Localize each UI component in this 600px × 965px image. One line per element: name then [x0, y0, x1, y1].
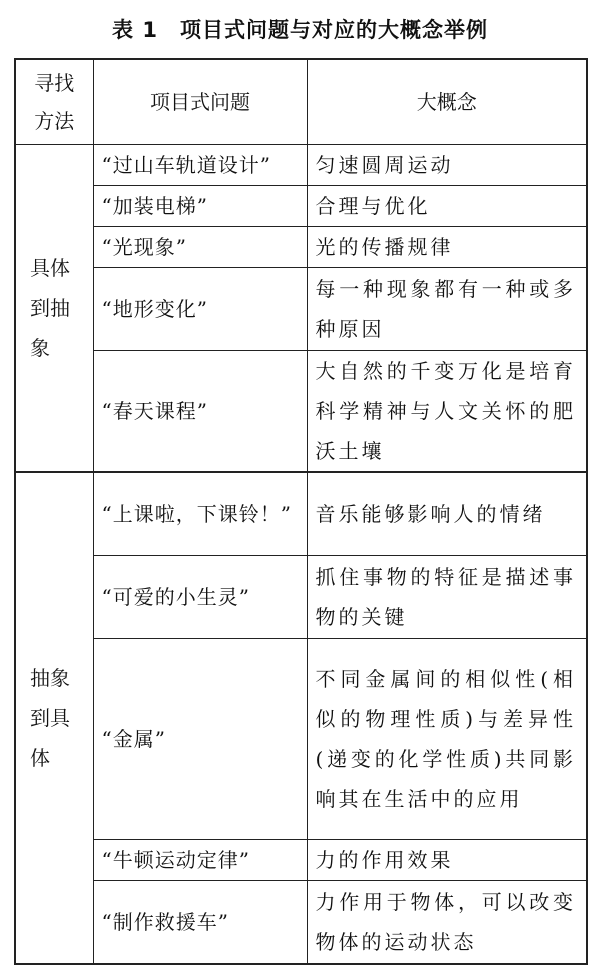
- project-cell: “光现象”: [93, 227, 307, 268]
- table-row: [15, 145, 587, 186]
- concept-cell: 光的传播规律: [307, 227, 587, 268]
- project-cell: “牛顿运动定律”: [93, 840, 307, 881]
- concept-cell: 合理与优化: [307, 186, 587, 227]
- table-row: [15, 881, 587, 965]
- table-row: [15, 227, 587, 268]
- table-row: [15, 268, 587, 351]
- table-row: [15, 639, 587, 840]
- table-row: [15, 556, 587, 639]
- header-method-line: 寻找: [34, 71, 75, 95]
- table-row: [15, 840, 587, 881]
- header-method: [15, 59, 93, 145]
- header-row: [15, 59, 587, 145]
- header-project: 项目式问题: [93, 59, 307, 145]
- table-row: [15, 472, 587, 556]
- method-line: 抽象: [30, 666, 70, 690]
- table-caption: 表 1 项目式问题与对应的大概念举例: [112, 18, 488, 42]
- project-cell: “地形变化”: [93, 268, 307, 351]
- project-cell: “加装电梯”: [93, 186, 307, 227]
- concept-cell: 匀速圆周运动: [307, 145, 587, 186]
- table-row: [15, 351, 587, 473]
- concept-cell: 大自然的千变万化是培育科学精神与人文关怀的肥沃土壤: [307, 351, 587, 473]
- concept-cell: 力作用于物体，可以改变物体的运动状态: [307, 881, 587, 965]
- project-cell: “上课啦，下课铃！”: [93, 472, 307, 556]
- method-line: 象: [30, 336, 50, 360]
- concept-cell: 抓住事物的特征是描述事物的关键: [307, 556, 587, 639]
- method-line: 体: [30, 746, 50, 770]
- concept-cell: 不同金属间的相似性(相似的物理性质)与差异性(递变的化学性质)共同影响其在生活中的应用: [307, 639, 587, 840]
- concept-cell: 力的作用效果: [307, 840, 587, 881]
- table-row: [15, 186, 587, 227]
- project-cell: “可爱的小生灵”: [93, 556, 307, 639]
- header-method-line: 方法: [34, 109, 75, 133]
- concept-cell: 音乐能够影响人的情绪: [307, 472, 587, 556]
- project-cell: “制作救援车”: [93, 881, 307, 965]
- method-cell-concrete-to-abstract: [15, 145, 93, 473]
- method-line: 到具: [30, 706, 70, 730]
- concept-table: [14, 58, 588, 965]
- project-cell: “金属”: [93, 639, 307, 840]
- project-cell: “过山车轨道设计”: [93, 145, 307, 186]
- method-line: 具体: [30, 256, 70, 280]
- method-cell-abstract-to-concrete: [15, 472, 93, 964]
- method-line: 到抽: [30, 296, 70, 320]
- header-concept: 大概念: [307, 59, 587, 145]
- project-cell: “春天课程”: [93, 351, 307, 473]
- concept-cell: 每一种现象都有一种或多种原因: [307, 268, 587, 351]
